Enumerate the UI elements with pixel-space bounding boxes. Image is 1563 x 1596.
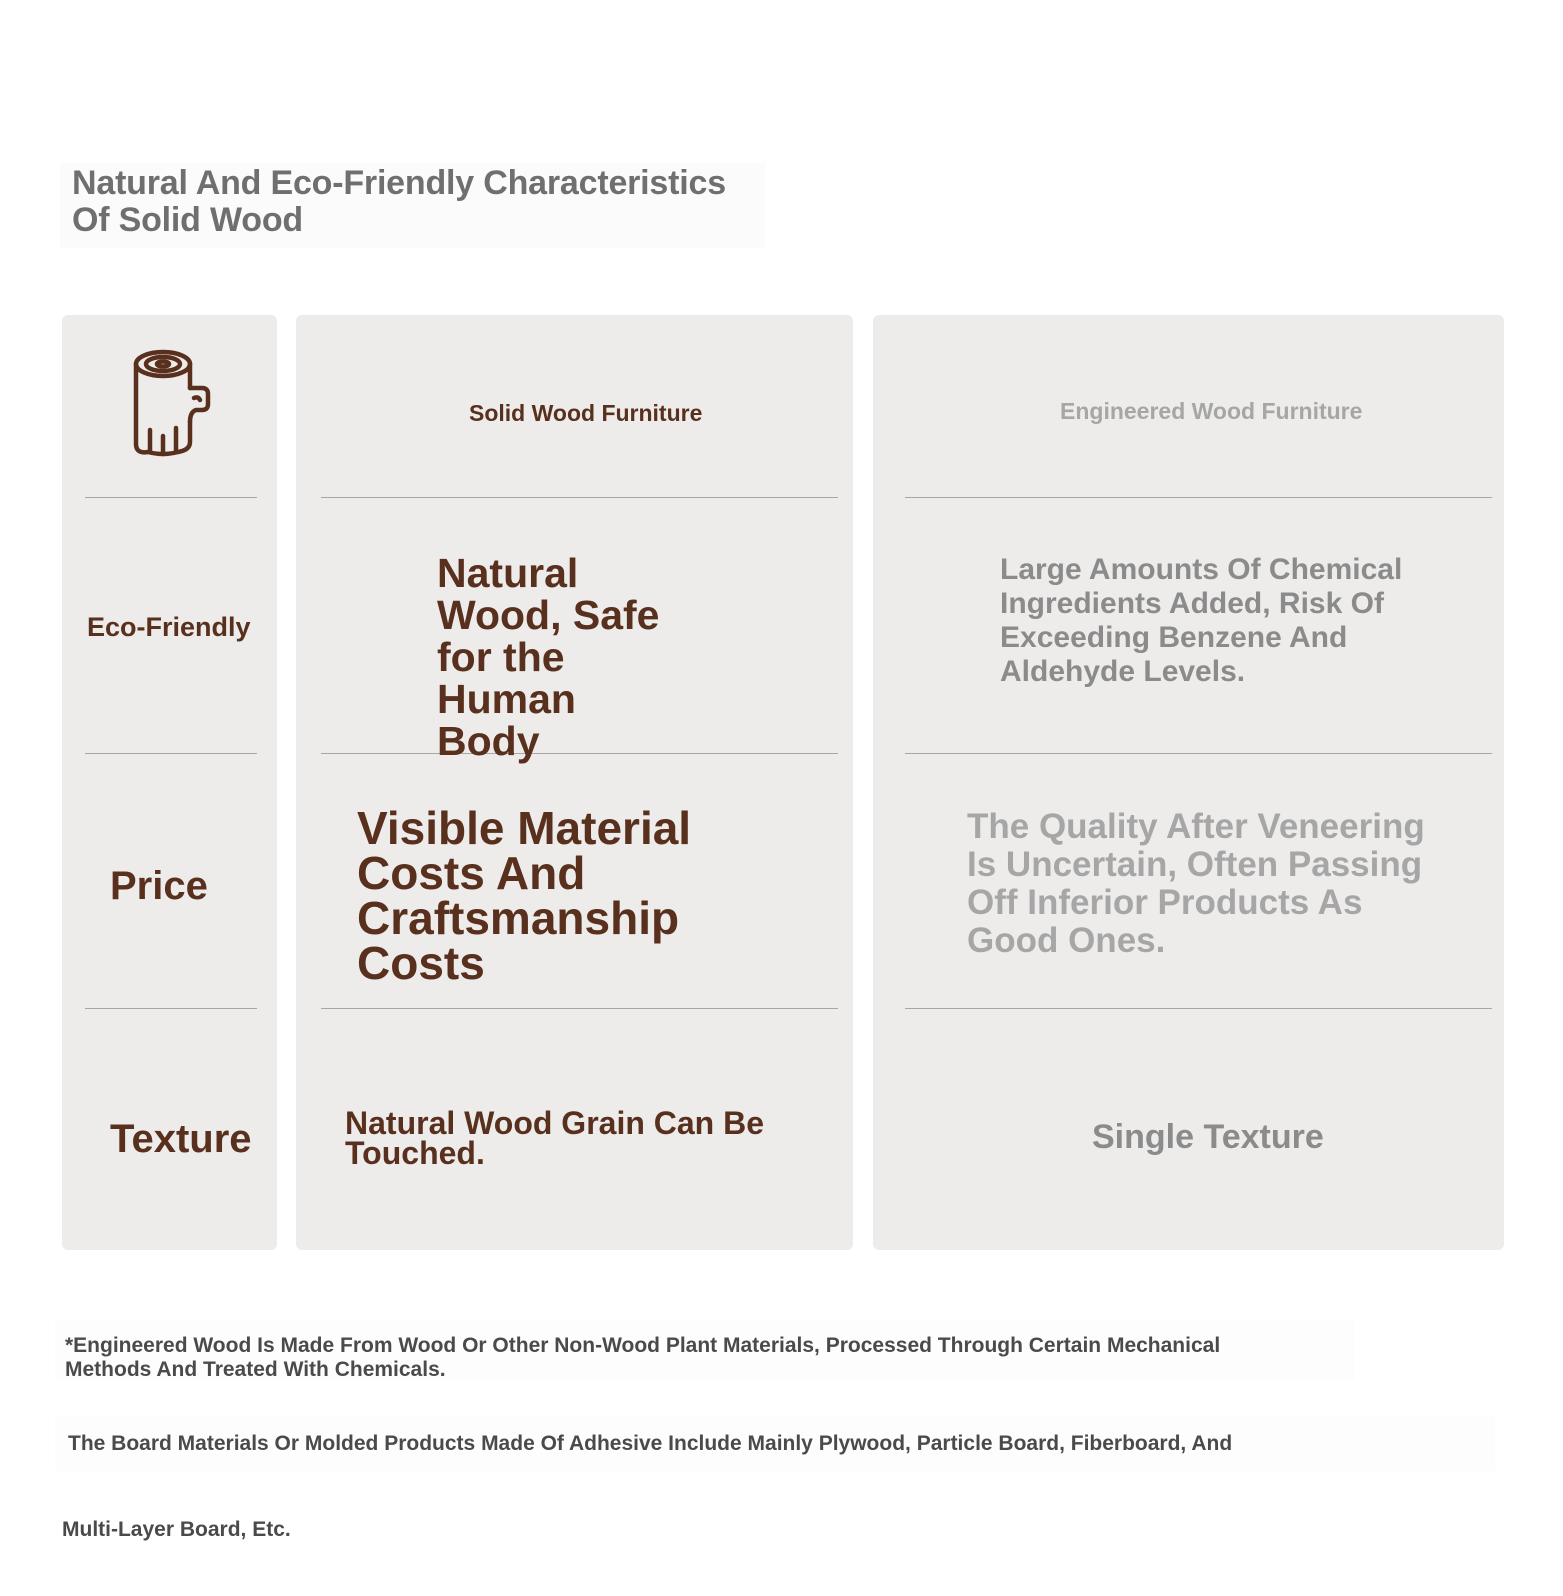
divider: [905, 1008, 1492, 1009]
engineered-eco-text: Large Amounts Of Chemical Ingredients Added, Risk Of Exceeding Benzene And Aldehyde Levels.: [1000, 553, 1403, 688]
footnote-text: *Engineered Wood Is Made From Wood Or Other Non-Wood Plant Materials, Processed Through Certain Mechanical Methods And Treated With Chemicals.: [65, 1334, 1221, 1381]
divider: [905, 753, 1492, 754]
title-box: [60, 163, 765, 248]
solid-price-text: Visible Material Costs And Craftsmanship Costs: [357, 802, 692, 989]
row-label-texture: Texture: [110, 1117, 252, 1161]
divider: [85, 497, 257, 498]
engineered-wood-column: [873, 315, 1504, 1250]
divider: [321, 497, 838, 498]
note-line-2: The Board Materials Or Molded Products Made Of Adhesive Include Mainly Plywood, Particle Board, Fiberboard, And: [68, 1432, 1233, 1455]
solid-texture-text: Natural Wood Grain Can Be Touched.: [345, 1105, 765, 1171]
divider: [905, 497, 1492, 498]
solid-column-header: Solid Wood Furniture: [469, 400, 703, 426]
row-label-price: Price: [110, 864, 208, 908]
row-label-eco-friendly: Eco-Friendly: [87, 612, 251, 642]
note-line-3: Multi-Layer Board, Etc.: [62, 1518, 291, 1541]
page-title: Natural And Eco-Friendly Characteristics Of Solid Wood: [72, 164, 726, 239]
engineered-price-text: The Quality After Veneering Is Uncertain, Often Passing Off Inferior Products As Good Ones.: [967, 807, 1425, 960]
divider: [321, 1008, 838, 1009]
engineered-column-header: Engineered Wood Furniture: [1060, 398, 1363, 424]
engineered-texture-text: Single Texture: [1092, 1118, 1324, 1156]
solid-eco-text: Natural Wood, Safe for the Human Body: [437, 550, 660, 764]
wood-log-icon: [128, 348, 212, 458]
divider: [85, 1008, 257, 1009]
divider: [85, 753, 257, 754]
